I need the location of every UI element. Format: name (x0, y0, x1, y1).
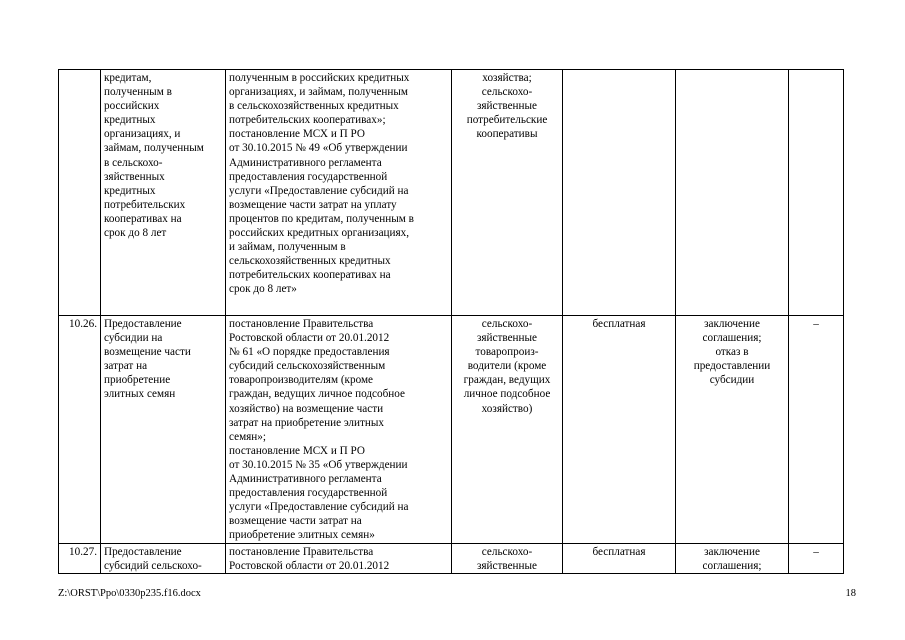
text-line: услуги «Предоставление субсидий на (229, 501, 409, 514)
text-line: срок до 8 лет (104, 227, 167, 240)
text-line: субсидии (709, 374, 755, 387)
extra-cell: – (789, 316, 844, 544)
fee-cell (563, 543, 676, 573)
text-line: зяйственные (476, 332, 538, 345)
text-line: от 30.10.2015 № 35 «Об утверждении (229, 458, 408, 471)
text-line: в сельскохо- (104, 156, 163, 169)
text-line: заключение (704, 318, 760, 330)
text-line: хозяйство) на возмещение части (229, 402, 384, 415)
text-line: постановление Правительства (229, 318, 374, 330)
text-line: сельскохо- (481, 86, 533, 99)
text-line: Административного регламента (229, 156, 382, 169)
text-line: сельскохо- (481, 318, 533, 330)
text-line: затрат на приобретение элитных (229, 416, 384, 429)
text-line: постановление МСХ и П РО (229, 128, 365, 141)
text-line: Ростовской области от 20.01.2012 (229, 559, 390, 572)
text-line: хозяйство) (481, 402, 533, 415)
extra-cell: – (789, 543, 844, 573)
footer-file-path: Z:\ORST\Ppo\0330p235.f16.docx (58, 588, 201, 599)
text-line: товаропроизводителям (кроме (229, 374, 373, 387)
text-line: организациях, и (104, 128, 181, 141)
text-line: заключение (704, 545, 760, 558)
text-line: хозяйства; (482, 72, 532, 84)
text-line: организациях, и займам, полученным (229, 86, 408, 99)
recipients-cell (452, 70, 563, 316)
text-line: возмещение части затрат на уплату (229, 198, 397, 211)
text-line: российских кредитных организациях, (229, 227, 410, 240)
text-line: субсидий сельскохозяйственным (229, 360, 386, 373)
text-line: Административного регламента (229, 473, 382, 486)
recipients-cell (452, 316, 563, 544)
text-line: кредитных (104, 184, 156, 197)
regulation-table (58, 69, 844, 574)
text-line: в сельскохозяйственных кредитных (229, 100, 399, 113)
text-line: займам, полученным (104, 142, 204, 155)
recipients-cell (452, 543, 563, 573)
text-line: субсидий сельскохо- (104, 559, 202, 572)
text-line: сельскохозяйственных кредитных (229, 255, 391, 268)
legal-basis-cell (226, 543, 452, 573)
fee-cell (563, 70, 676, 316)
text-line: Ростовской области от 20.01.2012 (229, 332, 390, 345)
text-line: затрат на (104, 360, 148, 373)
result-cell (676, 70, 789, 316)
text-line: зяйственные (476, 559, 538, 572)
text-line: Предоставление (104, 318, 182, 330)
service-number-cell: 10.26. (59, 316, 101, 544)
text-line: процентов по кредитам, полученным в (229, 212, 414, 225)
text-line: кооперативы (476, 128, 538, 141)
result-cell (676, 316, 789, 544)
text-line: потребительских кооперативах на (229, 269, 391, 282)
table-row (59, 70, 844, 316)
text-line: потребительских кооперативах»; (229, 114, 386, 127)
text-line: и займам, полученным в (229, 241, 346, 254)
legal-basis-cell (226, 316, 452, 544)
text-line: от 30.10.2015 № 49 «Об утверждении (229, 142, 408, 155)
service-number-cell (59, 70, 101, 316)
text-line: сельскохо- (481, 545, 533, 558)
text-line: полученным в (104, 86, 172, 99)
table-row (59, 543, 844, 573)
text-line: элитных семян (104, 388, 176, 401)
text-line: приобретение элитных семян» (229, 529, 375, 542)
text-line: возмещение части затрат на (229, 515, 362, 528)
footer-page-number: 18 (845, 588, 856, 599)
text-line: зяйственные (476, 100, 538, 113)
fee-cell (563, 316, 676, 544)
service-name-cell (101, 543, 226, 573)
text-line: товаропроиз- (475, 346, 539, 359)
text-line: предоставления государственной (229, 487, 388, 500)
text-line: отказ в (715, 346, 749, 359)
text-line: срок до 8 лет» (229, 283, 297, 296)
text-line: бесплатная (592, 545, 646, 558)
text-line: зяйственных (104, 170, 165, 183)
text-line: постановление Правительства (229, 545, 374, 558)
result-cell (676, 543, 789, 573)
service-name-cell (101, 70, 226, 316)
text-line: Предоставление (104, 545, 182, 558)
text-line: № 61 «О порядке предоставления (229, 346, 390, 359)
text-line: соглашения; (702, 332, 762, 345)
text-line: субсидии на (104, 332, 163, 345)
text-line: кооперативах на (104, 212, 182, 225)
text-line: возмещение части (104, 346, 191, 359)
text-line: российских (104, 100, 160, 113)
text-line: постановление МСХ и П РО (229, 444, 365, 457)
text-line: граждан, ведущих (463, 374, 551, 387)
text-line: услуги «Предоставление субсидий на (229, 184, 409, 197)
table-row (59, 316, 844, 544)
text-line: кредитам, (104, 72, 152, 84)
text-line: приобретение (104, 374, 171, 387)
text-line: предоставления государственной (229, 170, 388, 183)
legal-basis-cell (226, 70, 452, 316)
text-line: потребительских (104, 198, 186, 211)
text-line: семян»; (229, 430, 266, 443)
text-line: бесплатная (592, 318, 646, 330)
text-line: кредитных (104, 114, 156, 127)
text-line: потребительские (466, 114, 548, 127)
text-line: соглашения; (702, 559, 762, 572)
text-line: водители (кроме (467, 360, 547, 373)
text-line: предоставлении (693, 360, 771, 373)
text-line: полученным в российских кредитных (229, 72, 410, 84)
service-number-cell: 10.27. (59, 543, 101, 573)
extra-cell (789, 70, 844, 316)
text-line: граждан, ведущих личное подсобное (229, 388, 405, 401)
text-line: личное подсобное (463, 388, 551, 401)
service-name-cell (101, 316, 226, 544)
